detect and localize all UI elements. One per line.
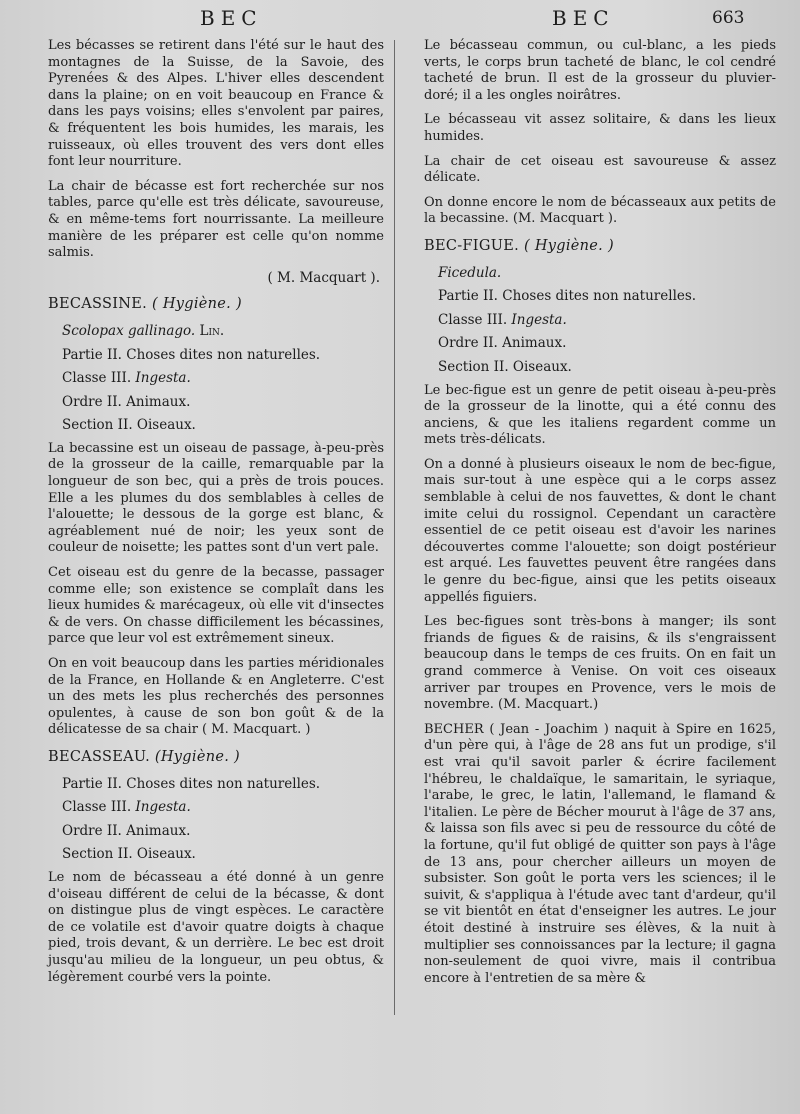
- classification-section: Section II. Oiseaux.: [62, 417, 196, 434]
- paragraph: La becassine est un oiseau de passage, à-peu-près de la grosseur de la caille, remarquable par la longueur de son bec, qui a près de trois pouces. Elle a les plumes du dos semblables à celles de l'alouette; le dessous de la gorge est blanc, & agréablement nué de noir; les yeux sont de couleur de noisette; les pattes sont d'un vert pale.: [48, 440, 384, 556]
- classe-prefix: Classe III.: [62, 799, 132, 816]
- paragraph: BECHER ( Jean - Joachim ) naquit à Spire en 1625, d'un père qui, à l'âge de 28 ans fut un prodige, s'il est vrai qu'il savoit parler & écrire facilement l'hébreu, le chaldaïque, le samaritain, le syriaque, l'arabe, le grec, le latin, l'allemand, le flamand & l'italien. Le père de Bécher mourut à l'âge de 37 ans, & laissa son fils avec si peu de ressource du côté de la fortune, qu'il fut obligé de quitter son pays à l'âge de 13 ans, pour chercher ailleurs un moyen de subsister. Son goût le porta vers les sciences; il le suivit, & s'appliqua à l'étude avec tant d'ardeur, qu'il se vit bientôt en état d'enseigner les autres. Le jour étoit destiné à instruire ses élèves, & la nuit à multiplier ses connoissances par la lecture; il gagna non-seulement de quoi vivre, mais il contribua encore à l'entretien de sa mère &: [424, 721, 776, 986]
- entry-subject: ( Hygiène. ): [151, 296, 242, 313]
- paragraph: La chair de bécasse est fort recherchée sur nos tables, parce qu'elle est très délicate, savoureuse, & en même-tems fort nourrissante. La meilleure manière de les préparer est celle qu'on nomme salmis.: [48, 178, 384, 261]
- paragraph: On a donné à plusieurs oiseaux le nom de bec-figue, mais sur-tout à une espèce qui a le corps assez semblable à celui de nos fauvettes, & dont le chant imite celui du rossignol. Cependant un caractère essentiel de ce petit oiseau est d'avoir les narines découvertes comme l'alouette; son doigt postérieur est arqué. Les fauvettes peuvent être rangées dans le genre du bec-figue, ainsi que les petits oiseaux appellés figuiers.: [424, 456, 776, 605]
- classification-partie: Partie II. Choses dites non naturelles.: [62, 775, 321, 792]
- entry-heading-becasseau: [48, 749, 384, 766]
- classification-section: Section II. Oiseaux.: [62, 846, 196, 863]
- classification-section: Section II. Oiseaux.: [438, 358, 572, 375]
- entry-title: BECASSINE.: [48, 296, 148, 313]
- page-number: 663: [712, 8, 745, 28]
- classification-ordre: Ordre II. Animaux.: [62, 822, 191, 839]
- classification-ordre: Ordre II. Animaux.: [62, 393, 191, 410]
- classification-partie: Partie II. Choses dites non naturelles.: [438, 288, 697, 305]
- classe-term: Ingesta.: [135, 370, 191, 387]
- column-divider: [394, 40, 395, 1015]
- signature: ( M. Macquart ).: [267, 269, 380, 286]
- paragraph: On en voit beaucoup dans les parties méridionales de la France, en Hollande & en Angleterre. C'est un des mets les plus recherchés des personnes opulentes, à cause de son bon goût & de la délicatesse de sa chair ( M. Macquart. ): [48, 656, 384, 738]
- latin-name: [62, 323, 384, 340]
- entry-heading-becassine: [48, 296, 384, 313]
- classification-classe: [438, 312, 776, 329]
- latin-term: Ficedula.: [438, 264, 502, 281]
- running-head-left: BEC: [200, 6, 263, 30]
- latin-authority: Lin.: [199, 322, 225, 339]
- entry-heading-bec-figue: [424, 238, 776, 255]
- classe-prefix: Classe III.: [62, 370, 132, 387]
- classe-term: Ingesta.: [135, 799, 191, 816]
- paragraph: Les bec-figues sont très-bons à manger; ils sont friands de figues & de raisins, & ils s'engraissent beaucoup dans le temps de ces fruits. On en fait un grand commerce à Venise. On voit ces oiseaux arriver par troupes en Provence, vers le mois de novembre. (M. Macquart.): [424, 614, 776, 713]
- entry-subject: ( Hygiène. ): [523, 237, 614, 254]
- entry-title: BECASSEAU.: [48, 748, 150, 765]
- entry-subject: (Hygiène. ): [154, 748, 240, 765]
- left-column: [48, 38, 384, 994]
- classe-prefix: Classe III.: [438, 311, 508, 328]
- paragraph: Le nom de bécasseau a été donné à un genre d'oiseau différent de celui de la bécasse, & dont on distingue plus de vingt espèces. Le caractère de ce volatile est d'avoir quatre doigts à chaque pied, trois devant, & un derrière. Le bec est droit jusqu'au milieu de la longueur, un peu obtus, & légèrement courbé vers la pointe.: [48, 869, 384, 985]
- running-header: [0, 6, 800, 36]
- paragraph: Cet oiseau est du genre de la becasse, passager comme elle; son existence se complaît dans les lieux humides & marécageux, où elle vit d'insectes & de vers. On chasse difficilement les bécassines, parce que leur vol est extrêmement sineux.: [48, 565, 384, 647]
- paragraph: Le bécasseau commun, ou cul-blanc, a les pieds verts, le corps brun tacheté de blanc, le col cendré tacheté de brun. Il est de la grosseur du pluvier-doré; il a les ongles noirâtres.: [424, 38, 776, 103]
- paragraph: Le bec-figue est un genre de petit oiseau à-peu-près de la grosseur de la linotte, qui a été connu des anciens, & que les italiens regardent comme un mets très-délicats.: [424, 382, 776, 448]
- latin-name: [438, 265, 776, 282]
- paragraph: Le bécasseau vit assez solitaire, & dans les lieux humides.: [424, 112, 776, 144]
- running-head-right: BEC: [552, 6, 615, 30]
- classification-classe: [62, 799, 384, 816]
- right-column: [424, 38, 776, 995]
- entry-title: BEC-FIGUE.: [424, 237, 520, 254]
- paragraph: Les bécasses se retirent dans l'été sur le haut des montagnes de la Suisse, de la Savoie, des Pyrenées & des Alpes. L'hiver elles descendent dans la plaine; on en voit beaucoup en France & dans les pays voisins; elles s'envolent par paires, & fréquentent les bois humides, les marais, les ruisseaux, où elles trouvent des vers dont elles font leur nourriture.: [48, 38, 384, 170]
- classification-ordre: Ordre II. Animaux.: [438, 335, 567, 352]
- paragraph: La chair de cet oiseau est savoureuse & assez délicate.: [424, 153, 776, 186]
- classification-partie: Partie II. Choses dites non naturelles.: [62, 346, 321, 363]
- classe-term: Ingesta.: [511, 311, 567, 328]
- classification-classe: [62, 370, 384, 387]
- paragraph: On donne encore le nom de bécasseaux aux petits de la becassine. (M. Macquart ).: [424, 194, 776, 227]
- latin-binomial: Scolopax gallinago.: [62, 322, 196, 339]
